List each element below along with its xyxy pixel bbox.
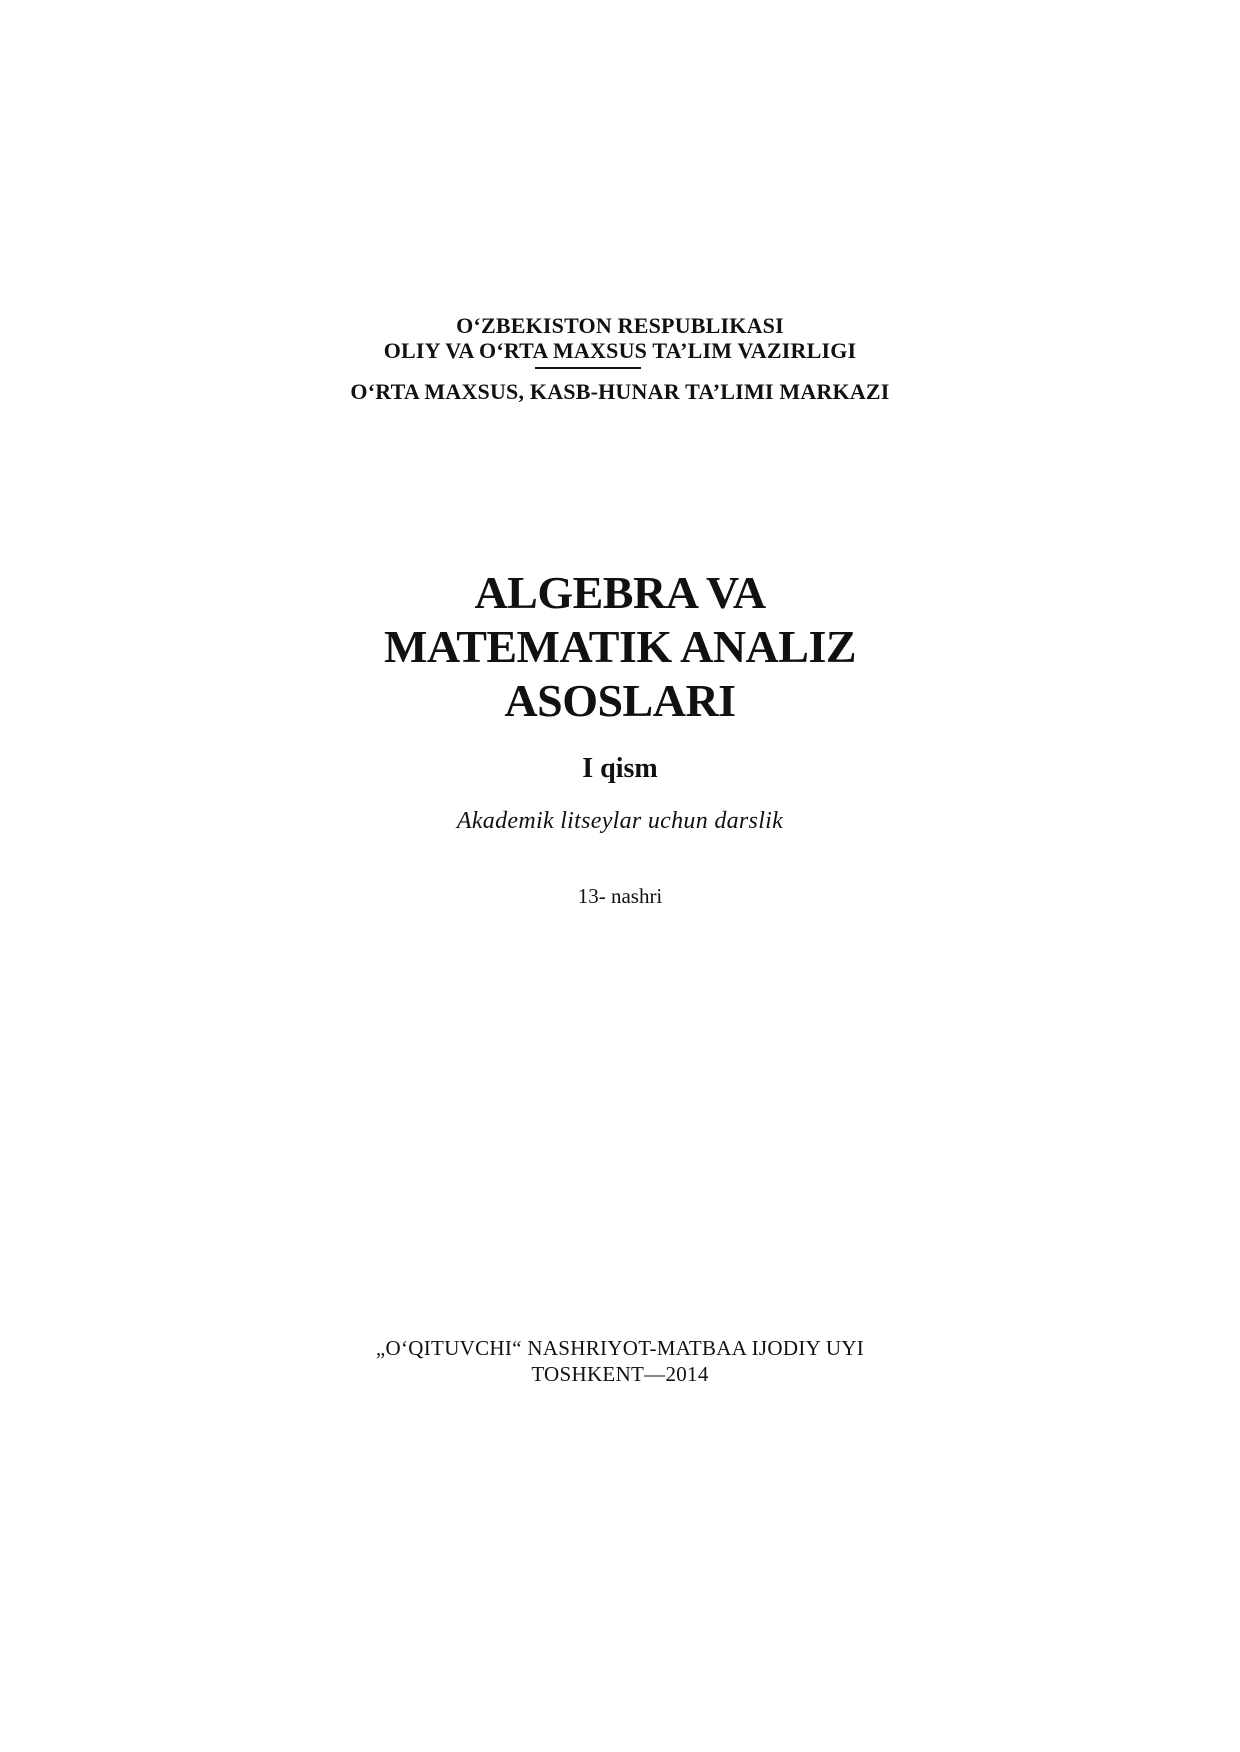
edition-label: 13- nashri (577, 884, 663, 908)
publisher-name: „O‘QITUVCHI“ NASHRIYOT-MATBAA IJODIY UYI (375, 1336, 865, 1360)
header-divider (535, 367, 641, 369)
part-label: I qism (582, 753, 658, 784)
header-ministry-line-1: O‘ZBEKISTON RESPUBLIKASI (456, 313, 784, 338)
header-ministry-line-2: OLIY VA O‘RTA MAXSUS TA’LIM VAZIRLIGI (383, 338, 857, 363)
book-subtitle: Akademik litseylar uchun darslik (456, 808, 784, 834)
book-title-line-2: MATEMATIK ANALIZ (383, 621, 857, 672)
header-center-line: O‘RTA MAXSUS, KASB-HUNAR TA’LIMI MARKAZI (350, 379, 890, 404)
book-title-line-3: ASOSLARI (504, 675, 736, 726)
publisher-place-year: TOSHKENT—2014 (531, 1362, 709, 1386)
book-title-line-1: ALGEBRA VA (474, 567, 766, 618)
